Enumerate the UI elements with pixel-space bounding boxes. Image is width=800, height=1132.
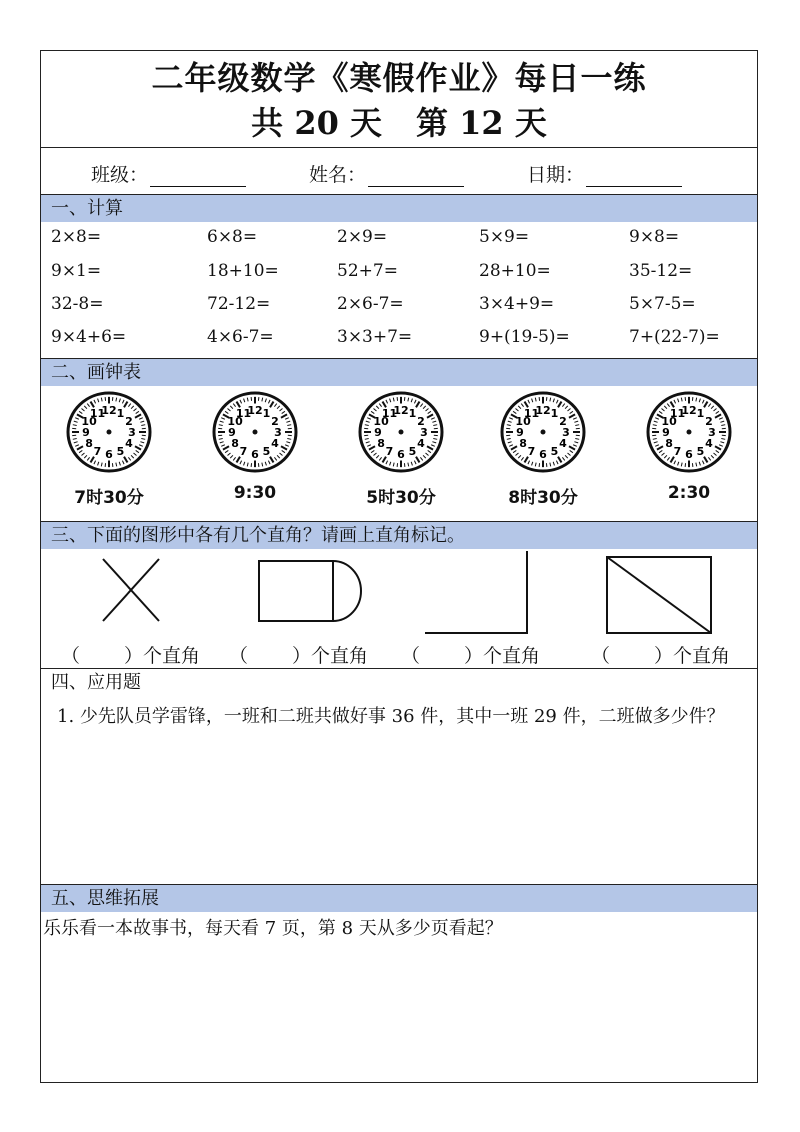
clock-numeral: 4	[705, 437, 713, 450]
clock-numeral: 9	[374, 426, 382, 439]
clock-numeral: 11	[89, 406, 106, 420]
calc-problem: 2×8=	[51, 227, 102, 247]
clock-numeral: 11	[669, 406, 686, 420]
worksheet	[40, 50, 758, 1083]
name-label: 姓名：	[309, 164, 367, 186]
date-field	[527, 160, 682, 187]
clock-numeral: 9	[516, 426, 524, 439]
clock-numeral: 8	[665, 437, 673, 450]
clock-numeral: 11	[235, 406, 252, 420]
name-blank[interactable]	[368, 168, 464, 187]
day-counter	[41, 101, 757, 145]
clock-numeral: 4	[559, 437, 567, 450]
clock-numeral: 5	[550, 445, 559, 459]
clock-numeral: 7	[239, 445, 248, 459]
clock-numeral: 1	[550, 406, 559, 420]
thinking-section	[41, 885, 757, 944]
name-field	[309, 160, 464, 187]
calc-problem: 18+10=	[207, 261, 279, 281]
rectangle-diagonal-shape	[601, 551, 717, 637]
clock-numeral: 10	[227, 415, 243, 428]
word-problem-section	[41, 669, 757, 885]
clock-numeral: 6	[105, 448, 113, 461]
calc-problem: 3×3+7=	[337, 327, 413, 347]
clock-face	[64, 390, 154, 474]
clock-numeral: 8	[377, 437, 385, 450]
clock-numeral: 2	[271, 415, 279, 428]
clock-numeral: 1	[116, 406, 125, 420]
clock-numeral: 3	[708, 426, 716, 439]
clock-numeral: 2	[705, 415, 713, 428]
clock-numeral: 4	[125, 437, 133, 450]
clock-numeral: 5	[116, 445, 125, 459]
clock-center	[541, 430, 546, 435]
clock-numeral: 4	[417, 437, 425, 450]
clock-numeral: 8	[519, 437, 527, 450]
clock-numeral: 12	[681, 404, 697, 417]
clock-numeral: 7	[385, 445, 394, 459]
angle-answer-3[interactable]: （ ）个直角	[401, 645, 541, 667]
date-blank[interactable]	[586, 168, 682, 187]
clock-numeral: 12	[393, 404, 409, 417]
clock-numeral: 9	[662, 426, 670, 439]
thinking-header: 五、思维拓展	[41, 885, 757, 912]
angle-answer-1[interactable]: （ ）个直角	[61, 645, 201, 667]
clock-time-label: 9:30	[233, 483, 277, 503]
calc-problem: 5×7-5=	[629, 294, 696, 314]
worksheet-title: 二年级数学《寒假作业》每日一练	[151, 59, 647, 97]
thinking-text: 乐乐看一本故事书，每天看 7 页，第 8 天从多少页看起？	[43, 918, 503, 939]
clock-numeral: 9	[82, 426, 90, 439]
clock-header: 二、画钟表	[41, 359, 757, 386]
calc-grid	[41, 222, 757, 358]
clock-numeral: 10	[373, 415, 389, 428]
clock-numeral: 1	[262, 406, 271, 420]
clock-numeral: 4	[271, 437, 279, 450]
calc-problem: 9×1=	[51, 261, 102, 281]
calc-header: 一、计算	[41, 195, 757, 222]
date-label: 日期：	[527, 164, 585, 186]
clock-numeral: 7	[93, 445, 102, 459]
clock-numeral: 1	[408, 406, 417, 420]
clock-center	[253, 430, 258, 435]
calc-problem: 52+7=	[337, 261, 398, 281]
angle-header: 三、下面的图形中各有几个直角？请画上直角标记。	[41, 522, 757, 549]
clock-numeral: 3	[562, 426, 570, 439]
clock-numeral: 10	[81, 415, 97, 428]
clock-numeral: 6	[251, 448, 259, 461]
clock-numeral: 8	[85, 437, 93, 450]
clock-numeral: 9	[228, 426, 236, 439]
clock-section	[41, 359, 757, 522]
calc-problem: 9×8=	[629, 227, 680, 247]
total-days: 共 20 天	[251, 104, 382, 142]
angle-answer-2[interactable]: （ ）个直角	[229, 645, 369, 667]
clock-numeral: 12	[535, 404, 551, 417]
clock-numeral: 5	[262, 445, 271, 459]
clock-center	[107, 430, 112, 435]
clock-numeral: 6	[685, 448, 693, 461]
angle-answer-4[interactable]: （ ）个直角	[591, 645, 731, 667]
calc-problem: 7+(22-7)=	[629, 327, 720, 347]
clock-center	[687, 430, 692, 435]
calc-problem: 2×6-7=	[337, 294, 404, 314]
clock-numeral: 2	[125, 415, 133, 428]
clock-numeral: 7	[527, 445, 536, 459]
clock-numeral: 7	[673, 445, 682, 459]
current-day: 第 12 天	[416, 104, 547, 142]
word-problem-text: 1. 少先队员学雷锋，一班和二班共做好事 36 件，其中一班 29 件，二班做多少件？	[57, 706, 725, 727]
right-angle-lines-shape	[421, 549, 531, 637]
class-field	[91, 160, 246, 187]
clock-numeral: 10	[661, 415, 677, 428]
clock-numeral: 5	[408, 445, 417, 459]
calc-problem: 9+(19-5)=	[479, 327, 570, 347]
clock-numeral: 1	[696, 406, 705, 420]
clock-numeral: 12	[247, 404, 263, 417]
clock-numeral: 11	[381, 406, 398, 420]
clock-numeral: 3	[128, 426, 136, 439]
clock-row	[41, 386, 757, 521]
crossed-lines-shape	[91, 555, 181, 625]
shape-row	[41, 549, 757, 668]
clock-numeral: 3	[420, 426, 428, 439]
word-problem-header: 四、应用题	[51, 672, 141, 693]
calc-problem: 4×6-7=	[207, 327, 274, 347]
calc-problem: 2×9=	[337, 227, 388, 247]
clock-numeral: 6	[539, 448, 547, 461]
clock-numeral: 2	[559, 415, 567, 428]
clock-time-label: 2:30	[667, 483, 711, 503]
clock-time-label: 7时30分	[74, 488, 144, 508]
clock-numeral: 5	[696, 445, 705, 459]
student-info-row	[41, 148, 757, 195]
clock-face	[644, 390, 734, 474]
calc-problem: 72-12=	[207, 294, 271, 314]
calc-problem: 28+10=	[479, 261, 551, 281]
clock-numeral: 12	[101, 404, 117, 417]
calc-problem: 35-12=	[629, 261, 693, 281]
calc-problem: 5×9=	[479, 227, 530, 247]
clock-time-label: 5时30分	[366, 488, 436, 508]
clock-center	[399, 430, 404, 435]
clock-numeral: 2	[417, 415, 425, 428]
angle-section	[41, 522, 757, 669]
clock-numeral: 6	[397, 448, 405, 461]
clock-face	[498, 390, 588, 474]
rectangle-semicircle-shape	[251, 551, 371, 631]
clock-numeral: 3	[274, 426, 282, 439]
calc-problem: 6×8=	[207, 227, 258, 247]
calc-section	[41, 195, 757, 359]
clock-numeral: 11	[523, 406, 540, 420]
calc-problem: 32-8=	[51, 294, 104, 314]
calc-problem: 3×4+9=	[479, 294, 555, 314]
clock-time-label: 8时30分	[508, 488, 578, 508]
clock-face	[356, 390, 446, 474]
clock-face	[210, 390, 300, 474]
title-block	[41, 51, 757, 148]
class-label: 班级：	[91, 164, 149, 186]
calc-problem: 9×4+6=	[51, 327, 127, 347]
clock-numeral: 10	[515, 415, 531, 428]
clock-numeral: 8	[231, 437, 239, 450]
class-blank[interactable]	[150, 168, 246, 187]
